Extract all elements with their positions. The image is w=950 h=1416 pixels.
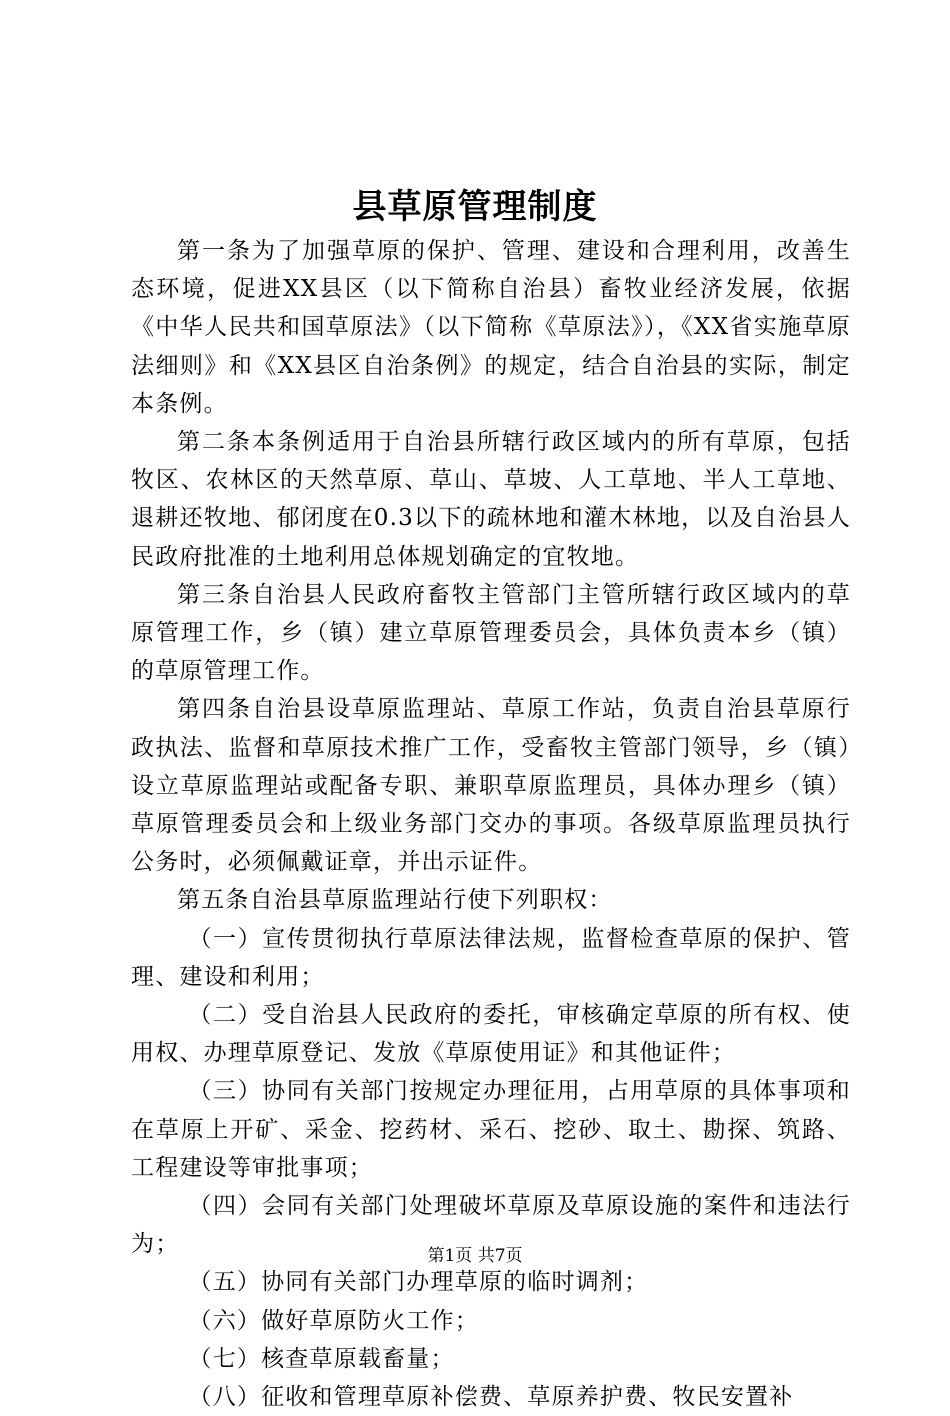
document-title: 县草原管理制度 bbox=[352, 187, 598, 227]
list-item-2: （二）受自治县人民政府的委托，审核确定草原的所有权、使用权、办理草原登记、发放《草原使用证》和其他证件； bbox=[131, 1002, 851, 1067]
page-footer bbox=[0, 1244, 950, 1268]
list-item-5: （五）协同有关部门办理草原的临时调剂； bbox=[188, 1269, 649, 1296]
list-item-4: （四）会同有关部门处理破坏草原及草原设施的案件和违法行为； bbox=[131, 1193, 851, 1258]
list-item-3: （三）协同有关部门按规定办理征用，占用草原的具体事项和在草原上开矿、采金、挖药材、采石、挖砂、取土、勘探、筑路、工程建设等审批事项； bbox=[131, 1078, 851, 1181]
list-item-7: （七）核查草原载畜量； bbox=[188, 1345, 455, 1372]
document-body bbox=[131, 232, 851, 1416]
list-item-8: （八）征收和管理草原补偿费、草原养护费、牧民安置补 bbox=[188, 1384, 794, 1411]
list-item-6: （六）做好草原防火工作； bbox=[188, 1307, 479, 1334]
paragraph-article-2: 第二条本条例适用于自治县所辖行政区域内的所有草原，包括牧区、农林区的天然草原、草山、草坡、人工草地、半人工草地、退耕还牧地、郁闭度在0.3以下的疏林地和灌木林地，以及自治县人民政府批准的土地利用总体规划确定的宜牧地。 bbox=[131, 429, 851, 570]
paragraph-article-4: 第四条自治县设草原监理站、草原工作站，负责自治县草原行政执法、监督和草原技术推广工作，受畜牧主管部门领导，乡（镇）设立草原监理站或配备专职、兼职草原监理员，具体办理乡（镇）草原管理委员会和上级业务部门交办的事项。各级草原监理员执行公务时，必须佩戴证章，并出示证件。 bbox=[131, 696, 851, 876]
paragraph-article-1: 第一条为了加强草原的保护、管理、建设和合理利用，改善生态环境，促进XX县区（以下简称自治县）畜牧业经济发展，依据《中华人民共和国草原法》（以下简称《草原法》），《XX省实施草原法细则》和《XX县区自治条例》的规定，结合自治县的实际，制定本条例。 bbox=[131, 238, 851, 417]
list-item-1: （一）宣传贯彻执行草原法律法规，监督检查草原的保护、管理、建设和利用； bbox=[131, 925, 851, 990]
paragraph-article-5: 第五条自治县草原监理站行使下列职权： bbox=[177, 887, 613, 914]
paragraph-article-3: 第三条自治县人民政府畜牧主管部门主管所辖行政区域内的草原管理工作，乡（镇）建立草原管理委员会，具体负责本乡（镇）的草原管理工作。 bbox=[131, 581, 851, 685]
page-number: 第1页 共7页 bbox=[427, 1246, 523, 1266]
